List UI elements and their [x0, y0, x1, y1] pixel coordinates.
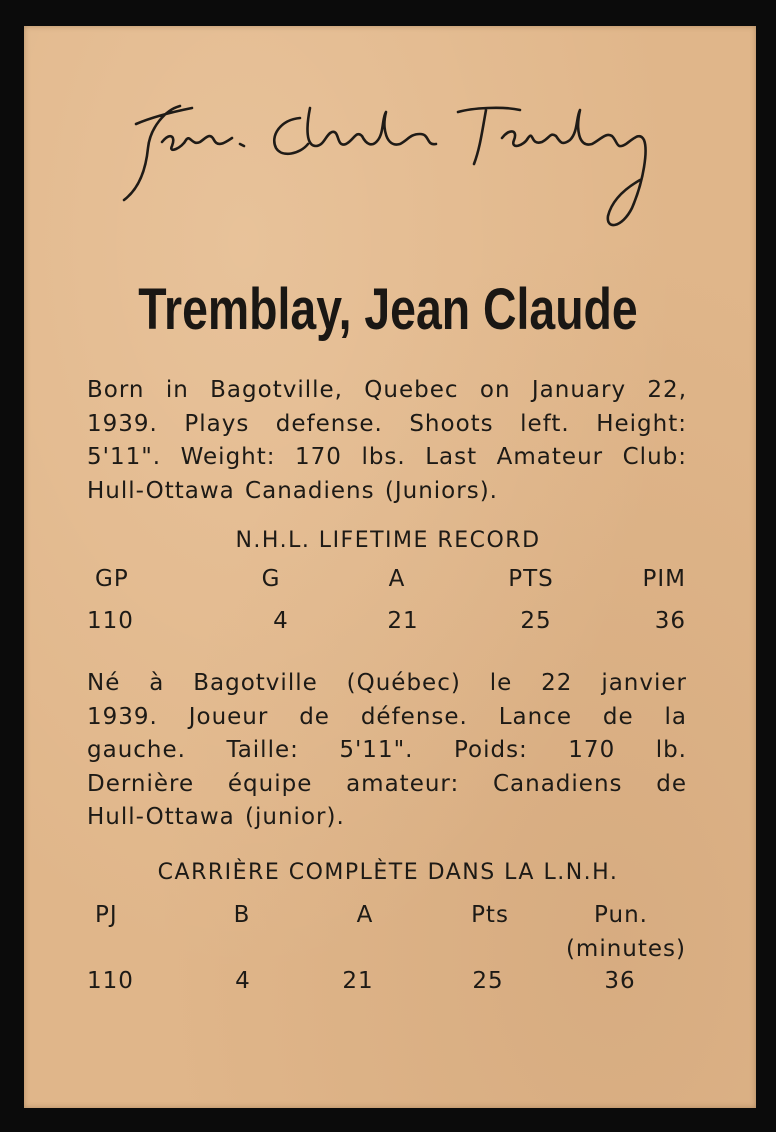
stat-value-pj: 110	[87, 968, 134, 994]
stat-header-minutes: (minutes)	[565, 936, 686, 962]
stat-header-pts-fr: Pts	[471, 902, 509, 928]
stat-header-g: G	[261, 566, 281, 592]
lnh-record-title: CARRIÈRE COMPLÈTE DANS LA L.N.H.	[157, 860, 619, 885]
stat-value-pts: 25	[520, 608, 552, 634]
stat-header-b: B	[233, 902, 251, 928]
stat-value-a-fr: 21	[342, 968, 374, 994]
stat-value-a: 21	[387, 608, 419, 634]
stat-value-pts-fr: 25	[472, 968, 504, 994]
bio-line: 5'11". Weight: 170 lbs. Last Amateur Club:	[87, 444, 687, 470]
signature-drawing	[110, 88, 670, 248]
stat-value-pun: 36	[604, 968, 636, 994]
bio-line: Hull-Ottawa (junior).	[87, 804, 345, 830]
stat-header-pim: PIM	[642, 566, 686, 592]
bio-line: 1939. Joueur de défense. Lance de la	[87, 703, 687, 730]
stat-value-b: 4	[235, 968, 251, 994]
autograph-signature	[110, 88, 670, 248]
stat-header-gp: GP	[95, 566, 129, 592]
bio-line: gauche. Taille: 5'11". Poids: 170 lb.	[87, 737, 687, 763]
stat-header-a-fr: A	[356, 902, 374, 928]
stat-header-a: A	[388, 566, 406, 592]
nhl-record-title: N.H.L. LIFETIME RECORD	[235, 528, 541, 553]
french-bio	[87, 667, 687, 835]
stat-header-pj: PJ	[95, 902, 118, 928]
bio-line: Né à Bagotville (Québec) le 22 janvier	[87, 670, 687, 696]
english-bio	[87, 374, 687, 508]
bio-line: Hull-Ottawa Canadiens (Juniors).	[87, 477, 498, 504]
stat-value-gp: 110	[87, 608, 134, 634]
stat-value-g: 4	[273, 608, 289, 634]
stat-value-pim: 36	[654, 608, 686, 634]
stat-header-pun: Pun.	[594, 902, 648, 928]
bio-line: Dernière équipe amateur: Canadiens de	[87, 770, 687, 797]
player-name: Tremblay, Jean Claude	[138, 277, 638, 342]
stat-header-pts: PTS	[508, 566, 554, 592]
bio-line: 1939. Plays defense. Shoots left. Height:	[87, 410, 687, 437]
bio-line: Born in Bagotville, Quebec on January 22,	[87, 377, 687, 403]
